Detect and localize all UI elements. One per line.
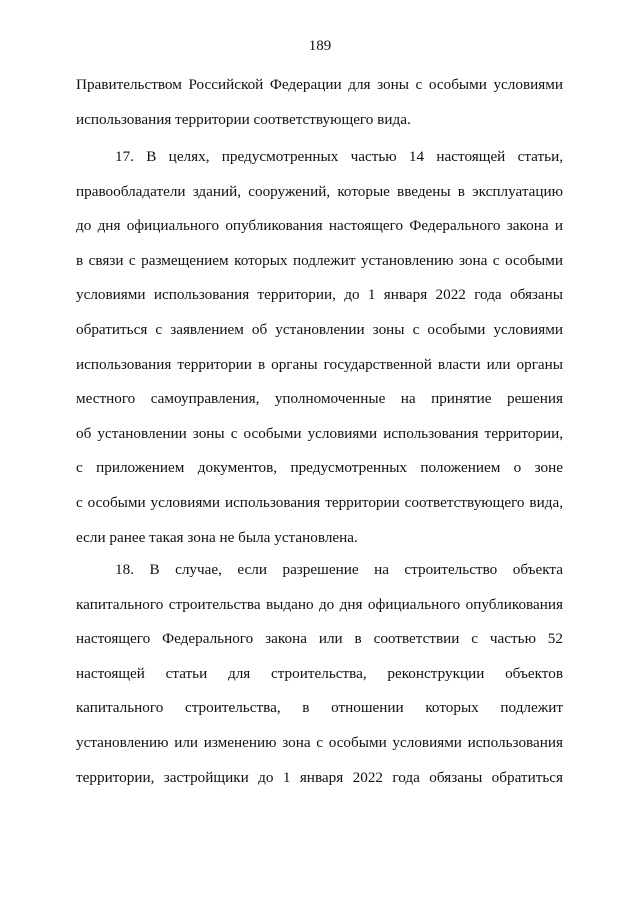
text-line: настоящей статьи для строительства, реконструкции объектов <box>76 664 563 682</box>
text-line: использования территории соответствующего вида. <box>76 110 411 128</box>
text-line: настоящего Федерального закона или в соответствии с частью 52 <box>76 630 563 648</box>
text-line: с особыми условиями использования территории соответствующего вида, <box>76 493 563 511</box>
text-line: территории, застройщики до 1 января 2022 года обязаны обратиться <box>76 768 563 786</box>
paragraph-first-line: 17. В целях, предусмотренных частью 14 настоящей статьи, <box>115 148 563 165</box>
text-line: в связи с размещением которых подлежит установлению зона с особыми <box>76 251 563 269</box>
text-line: правообладатели зданий, сооружений, которые введены в эксплуатацию <box>76 182 563 200</box>
text-line: использования территории в органы государственной власти или органы <box>76 355 563 373</box>
paragraph-first-line: 18. В случае, если разрешение на строительство объекта <box>115 561 563 578</box>
continuation-paragraph <box>76 68 563 137</box>
text-line: местного самоуправления, уполномоченные на принятие решения <box>76 390 563 408</box>
paragraph-item-18 <box>76 553 563 795</box>
text-line: с приложением документов, предусмотренных положением о зоне <box>76 459 563 477</box>
text-line: капитального строительства, в отношении которых подлежит <box>76 699 563 717</box>
text-line: об установлении зоны с особыми условиями использования территории, <box>76 424 563 442</box>
text-line: если ранее такая зона не была установлена. <box>76 528 358 546</box>
paragraph-item-17 <box>76 140 563 555</box>
page-number: 189 <box>308 38 332 54</box>
text-line: условиями использования территории, до 1 января 2022 года обязаны <box>76 286 563 304</box>
text-line: до дня официального опубликования настоящего Федерального закона и <box>76 217 563 235</box>
text-line: обратиться с заявлением об установлении зоны с особыми условиями <box>76 320 563 338</box>
text-line: Правительством Российской Федерации для зоны с особыми условиями <box>76 76 563 93</box>
text-line: капитального строительства выдано до дня официального опубликования <box>76 595 563 613</box>
text-line: установлению или изменению зона с особыми условиями использования <box>76 733 563 751</box>
